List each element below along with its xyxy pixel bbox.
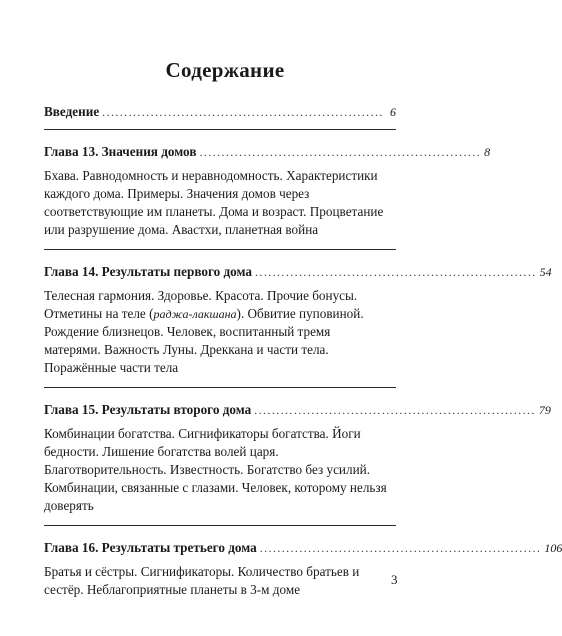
toc-entry-page: 106 xyxy=(544,541,562,555)
toc-entry-chapter-15[interactable] xyxy=(44,402,551,515)
toc-entry-heading: Введение xyxy=(44,104,100,119)
toc-entry-description: Братья и сёстры. Сигнификаторы. Количество братьев и сестёр. Неблагоприятные планеты в 3-м доме xyxy=(44,564,360,597)
toc-entry-chapter-13[interactable] xyxy=(44,144,491,239)
description-term: раджа-лакшана xyxy=(153,307,237,321)
toc-entry-description xyxy=(44,287,396,377)
toc-entry-chapter-14[interactable] xyxy=(44,264,552,377)
toc-entry-heading: Глава 14. Результаты первого дома xyxy=(44,264,253,279)
toc-entry-page: 8 xyxy=(484,145,491,159)
toc-entry-row xyxy=(44,264,552,280)
toc-entry-description: Бхава. Равнодомность и неравнодомность. Характеристики каждого дома. Примеры. Значения домов через соответствующие им планеты. Дома и возраст. Процветание или разрушение дома. Авастхи, планетная война xyxy=(44,168,384,237)
divider xyxy=(44,387,396,388)
toc-entry-heading: Глава 16. Результаты третьего дома xyxy=(44,540,257,555)
divider xyxy=(44,129,396,130)
toc-entry-row xyxy=(44,104,396,120)
toc-entry-description: Комбинации богатства. Сигнификаторы богатства. Йоги бедности. Лишение богатства волей царя. Благотворительность. Известность. Богатство без усилий. Комбинации, связанные с глазами. Человек, которому нельзя доверять xyxy=(44,426,387,513)
toc-entry-row xyxy=(44,144,491,160)
toc-entry-heading: Глава 13. Значения домов xyxy=(44,144,197,159)
divider xyxy=(44,249,396,250)
divider xyxy=(44,525,396,526)
leader-dots: ................................................................ xyxy=(259,541,542,555)
toc-entry-introduction[interactable] xyxy=(44,104,396,120)
leader-dots: ................................................................ xyxy=(102,105,384,119)
leader-dots: ................................................................ xyxy=(254,403,536,417)
toc-entry-page: 6 xyxy=(390,105,396,119)
toc-entry-row xyxy=(44,540,562,556)
table-of-contents xyxy=(44,104,562,599)
toc-entry-chapter-16[interactable] xyxy=(44,540,562,599)
toc-entry-page: 79 xyxy=(538,403,551,417)
description-text: Телесная гармония. Здоровье. Красота. Прочие бонусы. Отметины на теле ( xyxy=(44,288,358,321)
toc-entry-row xyxy=(44,402,551,418)
toc-entry-page: 54 xyxy=(539,265,552,279)
description-text: ). Обвитие пуповиной. Рождение близнецов. Человек, воспитанный тремя матерями. Важность Луны. Дреккана и части тела. Поражённые части тела xyxy=(44,306,364,375)
toc-entry-heading: Глава 15. Результаты второго дома xyxy=(44,402,252,417)
page-number: 3 xyxy=(391,572,398,587)
page-title: Содержание xyxy=(165,58,285,82)
leader-dots: ................................................................ xyxy=(199,145,482,159)
leader-dots: ................................................................ xyxy=(255,265,537,279)
